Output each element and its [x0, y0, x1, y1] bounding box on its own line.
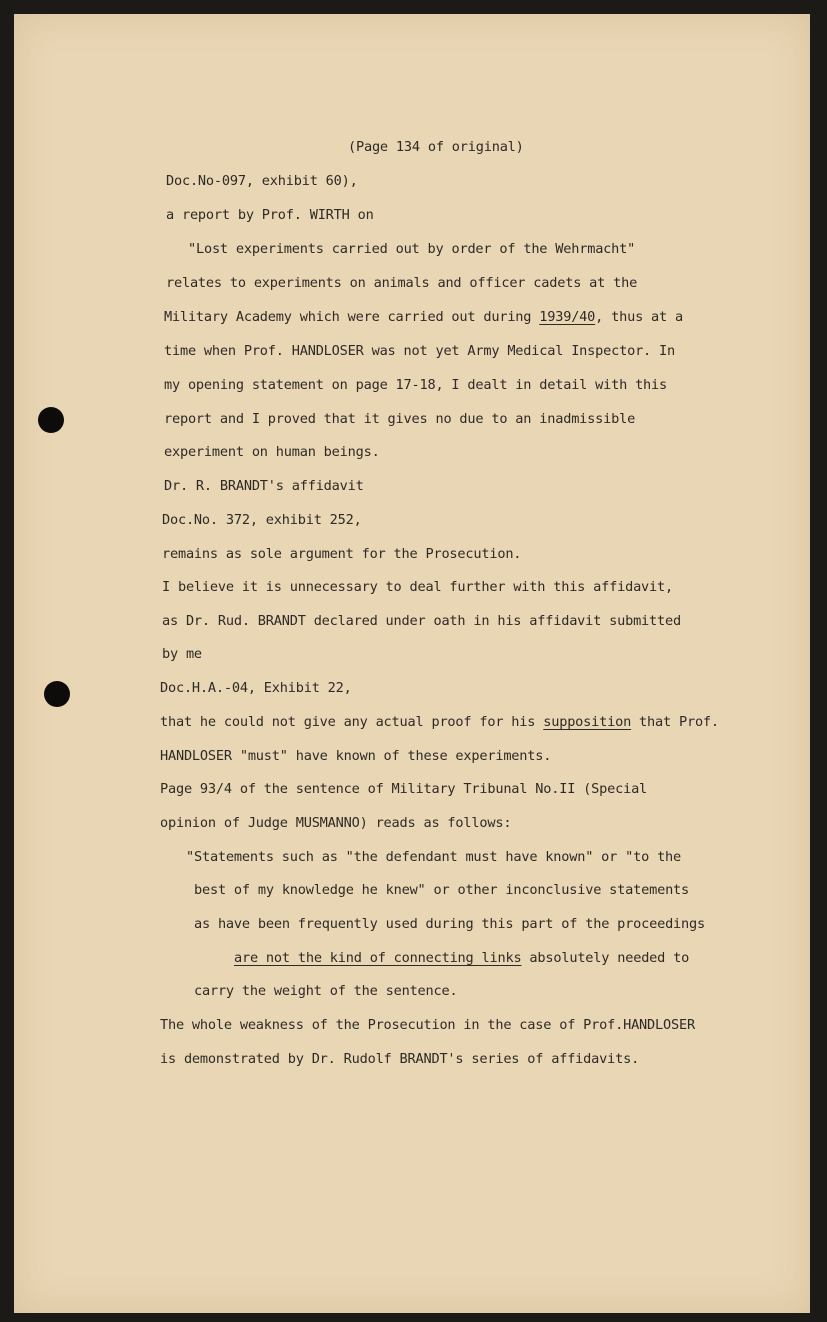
text-segment: , thus at a [595, 309, 683, 325]
text-line: report and I proved that it gives no due to an inadmissible [164, 411, 636, 427]
text-line: experiment on human beings. [164, 444, 380, 460]
text-line: remains as sole argument for the Prosecution. [162, 546, 522, 562]
text-segment: absolutely needed to [521, 950, 690, 966]
text-segment: that he could not give any actual proof for his [160, 714, 544, 730]
punch-hole [38, 407, 64, 433]
text-line: Doc.No. 372, exhibit 252, [162, 512, 362, 528]
text-line: HANDLOSER "must" have known of these experiments. [160, 748, 552, 764]
page-header: (Page 134 of original) [348, 139, 524, 155]
text-line: relates to experiments on animals and officer cadets at the [166, 275, 638, 291]
quote-line: carry the weight of the sentence. [194, 983, 458, 999]
text-line: "Lost experiments carried out by order of the Wehrmacht" [188, 241, 636, 257]
text-line: time when Prof. HANDLOSER was not yet Army Medical Inspector. In [164, 343, 675, 359]
text-line: by me [162, 646, 202, 662]
quote-line: best of my knowledge he knew" or other inconclusive statements [194, 882, 690, 898]
underlined-text: 1939/40 [539, 309, 596, 325]
text-line: Dr. R. BRANDT's affidavit [164, 478, 364, 494]
text-line: Doc.H.A.-04, Exhibit 22, [160, 680, 352, 696]
text-line [164, 308, 683, 326]
text-line: opinion of Judge MUSMANNO) reads as follows: [160, 815, 512, 831]
quote-line [234, 949, 689, 967]
text-line [160, 713, 719, 731]
underlined-text: supposition [543, 714, 632, 730]
text-line: as Dr. Rud. BRANDT declared under oath in his affidavit submitted [162, 613, 681, 629]
document-page [14, 14, 810, 1313]
text-line: my opening statement on page 17-18, I dealt in detail with this [164, 377, 668, 393]
text-segment: Military Academy which were carried out during [164, 309, 540, 325]
quote-line: as have been frequently used during this part of the proceedings [194, 916, 705, 932]
quote-line: "Statements such as "the defendant must have known" or "to the [186, 849, 682, 865]
text-line: is demonstrated by Dr. Rudolf BRANDT's series of affidavits. [160, 1051, 640, 1067]
text-line: The whole weakness of the Prosecution in the case of Prof.HANDLOSER [160, 1017, 695, 1033]
punch-hole [44, 681, 70, 707]
text-line: Doc.No-097, exhibit 60), [166, 173, 358, 189]
text-line: a report by Prof. WIRTH on [166, 207, 374, 223]
text-segment: that Prof. [631, 714, 719, 730]
text-line: Page 93/4 of the sentence of Military Tribunal No.II (Special [160, 781, 648, 797]
underlined-text: are not the kind of connecting links [234, 950, 522, 966]
text-line: I believe it is unnecessary to deal further with this affidavit, [162, 579, 673, 595]
